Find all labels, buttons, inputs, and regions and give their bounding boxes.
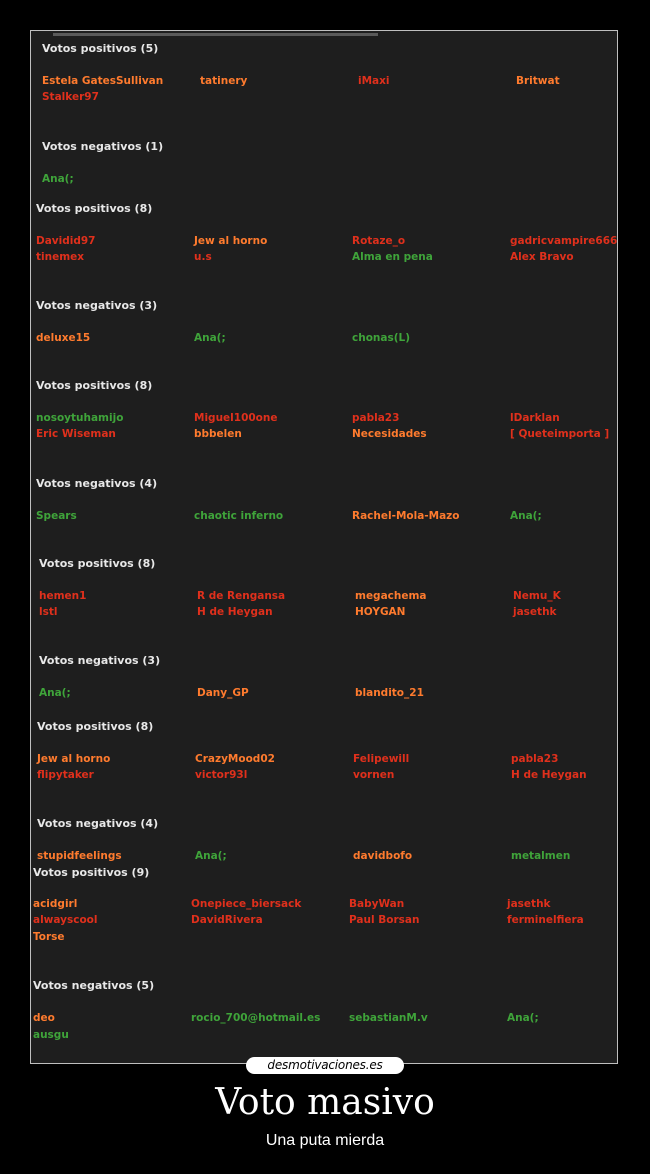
voter-link[interactable]: Dany_GP [197,687,249,699]
voter-link[interactable]: alwayscool [33,914,98,926]
voter-link[interactable]: u.s [194,251,212,263]
poster-image [30,30,618,1064]
voter-link[interactable]: Necesidades [352,428,427,440]
voter-link[interactable]: stupidfeelings [37,850,122,862]
voter-link[interactable]: tatinery [200,75,248,87]
voter-link[interactable]: pabla23 [352,412,400,424]
voter-link[interactable]: rocio_700@hotmail.es [191,1012,321,1024]
section-title: Votos positivos (8) [37,720,154,733]
voter-link[interactable]: iMaxi [358,75,390,87]
voter-link[interactable]: Nemu_K [513,590,561,602]
voter-link[interactable]: victor93l [195,769,248,781]
voter-link[interactable]: acidgirl [33,898,78,910]
top-bar [53,33,378,36]
voter-link[interactable]: ausgu [33,1029,69,1041]
voter-link[interactable]: ferminelfiera [507,914,584,926]
section-title: Votos negativos (1) [42,140,164,153]
poster-title: Voto masivo [215,1082,435,1123]
voter-link[interactable]: tinemex [36,251,85,263]
voter-link[interactable]: Onepiece_biersack [191,898,302,910]
voter-link[interactable]: Ana(; [194,332,226,344]
voter-link[interactable]: Felipewill [353,753,410,765]
votes-screenshot [31,31,617,1063]
voter-link[interactable]: Spears [36,510,77,522]
voter-link[interactable]: chaotic inferno [194,510,284,522]
voter-link[interactable]: davidbofo [353,850,413,862]
voter-link[interactable]: blandito_21 [355,687,424,699]
voter-link[interactable]: Ana(; [510,510,542,522]
section-title: Votos negativos (3) [36,299,158,312]
voter-link[interactable]: R de Rengansa [197,590,286,602]
voter-link[interactable]: Rotaze_o [352,235,406,247]
voter-link[interactable]: DavidRivera [191,914,263,926]
voter-link[interactable]: hemen1 [39,590,87,602]
voter-link[interactable]: Jew al horno [194,235,268,247]
voter-link[interactable]: [ Queteimporta ] [510,428,610,440]
voter-link[interactable]: sebastianM.v [349,1012,428,1024]
site-watermark[interactable]: desmotivaciones.es [246,1057,404,1074]
voter-link[interactable]: pabla23 [511,753,559,765]
voter-link[interactable]: Ana(; [195,850,227,862]
voter-link[interactable]: deluxe15 [36,332,91,344]
section-title: Votos positivos (9) [33,866,150,879]
voter-link[interactable]: nosoytuhamijo [36,412,124,424]
voter-link[interactable]: deo [33,1012,55,1024]
voter-link[interactable]: HOYGAN [355,606,406,618]
section-title: Votos positivos (8) [36,202,153,215]
voter-link[interactable]: megachema [355,590,427,602]
voter-link[interactable]: Ana(; [507,1012,539,1024]
voter-link[interactable]: Paul Borsan [349,914,420,926]
section-title: Votos positivos (5) [42,42,159,55]
voter-link[interactable]: Ana(; [39,687,71,699]
voter-link[interactable]: Ana(; [42,173,74,185]
poster-subtitle: Una puta mierda [265,1132,385,1149]
voter-link[interactable]: Eric Wiseman [36,428,116,440]
voter-link[interactable]: BabyWan [349,898,405,910]
voter-link[interactable]: CrazyMood02 [195,753,275,765]
voter-link[interactable]: flipytaker [37,769,94,781]
voter-link[interactable]: Stalker97 [42,91,99,103]
voter-link[interactable]: lstl [39,606,58,618]
voter-link[interactable]: Alma en pena [352,251,433,263]
voter-link[interactable]: jasethk [507,898,551,910]
voter-link[interactable]: Estela GatesSullivan [42,75,164,87]
voter-link[interactable]: bbbelen [194,428,242,440]
voter-link[interactable]: Davidid97 [36,235,96,247]
voter-link[interactable]: Britwat [516,75,560,87]
voter-link[interactable]: jasethk [513,606,557,618]
voter-link[interactable]: H de Heygan [511,769,587,781]
voter-link[interactable]: Jew al horno [37,753,111,765]
section-title: Votos negativos (4) [37,817,159,830]
voter-link[interactable]: Rachel-Mola-Mazo [352,510,460,522]
voter-link[interactable]: Miguel100one [194,412,278,424]
voter-link[interactable]: metalmen [511,850,571,862]
voter-link[interactable]: gadricvampire666 [510,235,618,247]
section-title: Votos negativos (4) [36,477,158,490]
voter-link[interactable]: vornen [353,769,395,781]
section-title: Votos positivos (8) [39,557,156,570]
voter-link[interactable]: chonas(L) [352,332,411,344]
voter-link[interactable]: Alex Bravo [510,251,574,263]
voter-link[interactable]: H de Heygan [197,606,273,618]
voter-link[interactable]: lDarklan [510,412,560,424]
section-title: Votos negativos (5) [33,979,155,992]
section-title: Votos negativos (3) [39,654,161,667]
section-title: Votos positivos (8) [36,379,153,392]
voter-link[interactable]: Torse [33,931,65,943]
